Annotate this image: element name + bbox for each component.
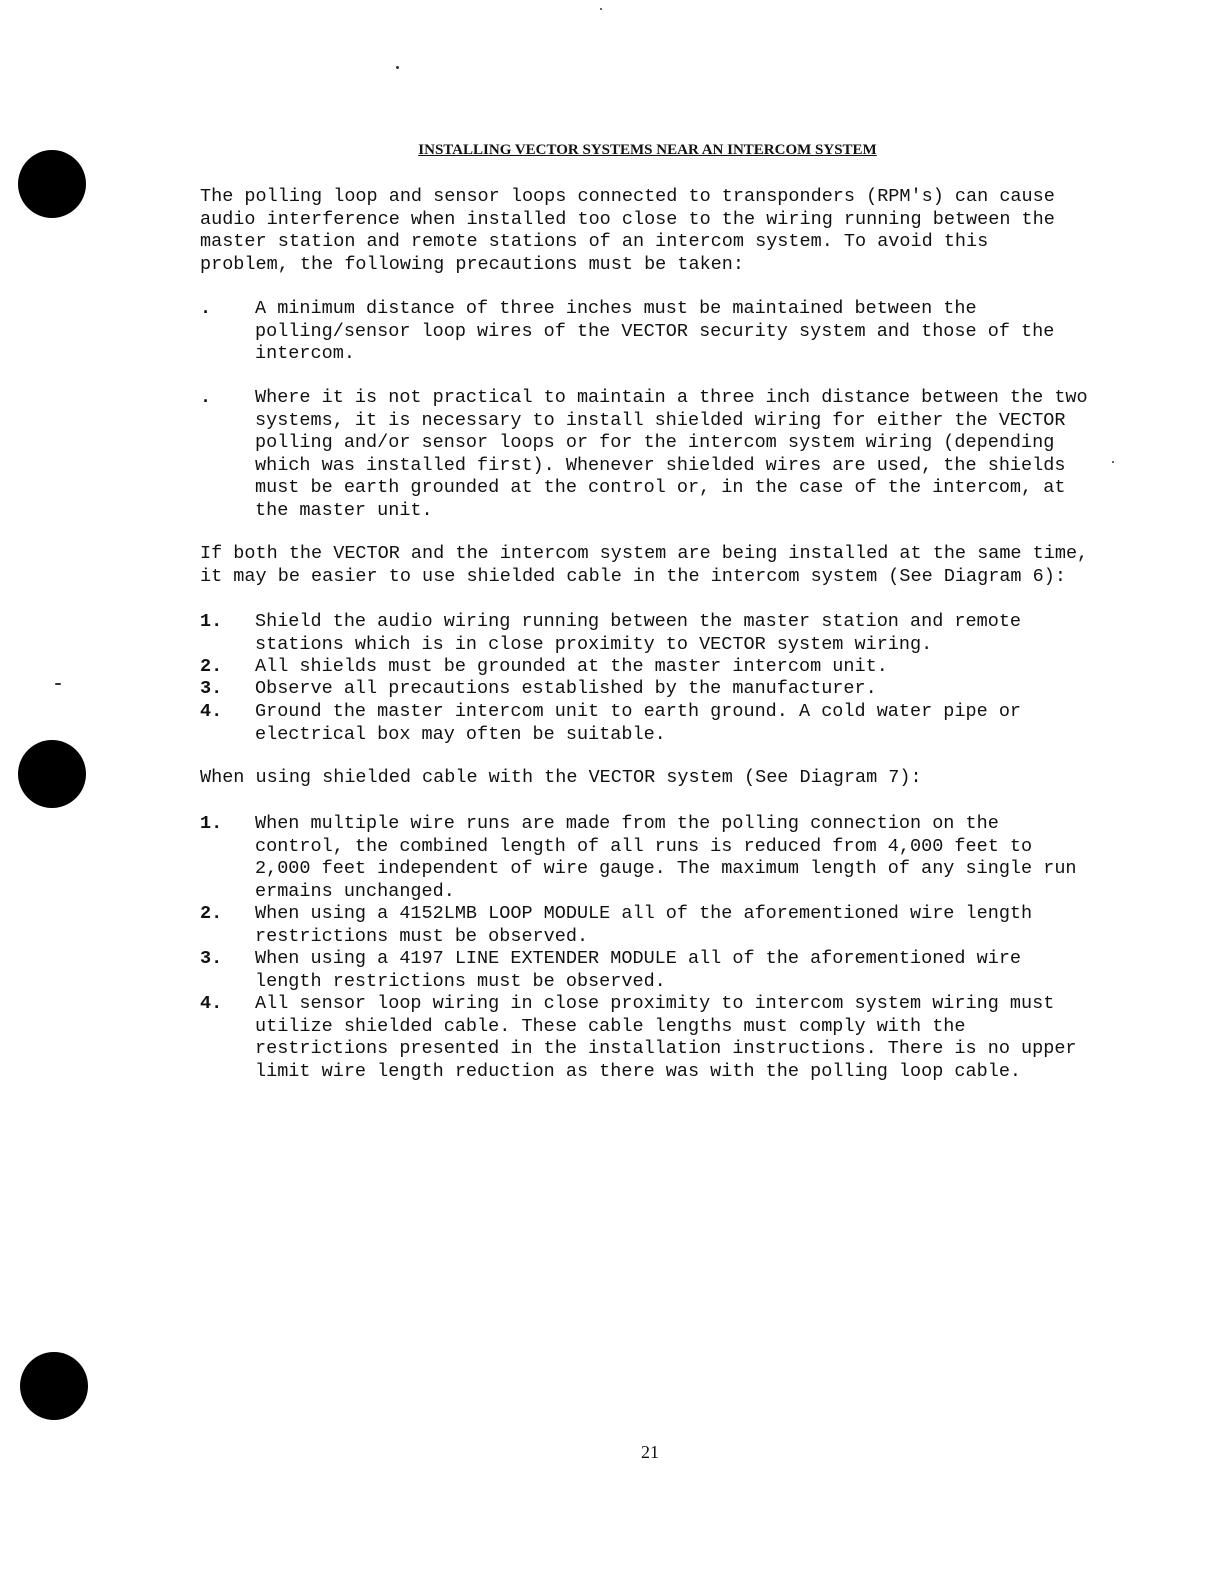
item-number: 4. (200, 993, 223, 1014)
item-line: When multiple wire runs are made from the polling connection on the (255, 813, 999, 834)
bullet-marker: . (200, 298, 212, 319)
item-text (255, 813, 1095, 903)
page-number: 21 (641, 1442, 659, 1462)
bullet-marker: . (200, 387, 212, 408)
item-text (255, 611, 1095, 656)
item-line: length restrictions must be observed. (255, 970, 666, 992)
item-text (255, 656, 1095, 679)
section-title: INSTALLING VECTOR SYSTEMS NEAR AN INTERCOM SYSTEM (418, 142, 877, 158)
intercom-install-paragraph (200, 543, 1095, 588)
paragraph-line: master station and remote stations of an intercom system. To avoid this (200, 231, 989, 252)
item-text (255, 903, 1095, 948)
item-line: must be earth grounded at the control or, in the case of the intercom, at (255, 477, 1066, 498)
bullet-text (255, 387, 1095, 522)
item-line: polling/sensor loop wires of the VECTOR security system and those of the (255, 320, 1055, 342)
paragraph-line: When using shielded cable with the VECTOR system (See Diagram 7): (200, 767, 922, 788)
item-line: stations which is in close proximity to VECTOR system wiring. (255, 633, 933, 655)
item-line: ermains unchanged. (255, 880, 455, 902)
item-line: Where it is not practical to maintain a three inch distance between the two (255, 387, 1088, 408)
item-line: restrictions presented in the installation instructions. There is no upper (255, 1038, 1077, 1059)
punch-hole (18, 150, 86, 218)
paragraph-line: problem, the following precautions must be taken: (200, 253, 744, 275)
item-line: the master unit. (255, 499, 433, 521)
shielded-cable-paragraph (200, 767, 1095, 790)
item-line: restrictions must be observed. (255, 925, 589, 947)
item-line: limit wire length reduction as there was with the polling loop cable. (255, 1060, 1022, 1082)
item-number: 4. (200, 701, 223, 722)
scan-speck (600, 8, 602, 10)
scan-speck (55, 683, 61, 685)
item-line: All shields must be grounded at the master intercom unit. (255, 656, 888, 677)
item-line: All sensor loop wiring in close proximity to intercom system wiring must (255, 993, 1055, 1014)
item-line: electrical box may often be suitable. (255, 723, 666, 745)
item-line: systems, it is necessary to install shielded wiring for either the VECTOR (255, 409, 1066, 431)
punch-hole (18, 740, 86, 808)
paragraph-line: it may be easier to use shielded cable in the intercom system (See Diagram 6): (200, 565, 1066, 587)
paragraph-line: The polling loop and sensor loops connected to transponders (RPM's) can cause (200, 186, 1055, 207)
item-line: control, the combined length of all runs is reduced from 4,000 feet to (255, 835, 1033, 857)
item-line: 2,000 feet independent of wire gauge. The maximum length of any single run (255, 858, 1077, 879)
item-line: A minimum distance of three inches must be maintained between the (255, 298, 977, 319)
item-line: When using a 4152LMB LOOP MODULE all of the aforementioned wire length (255, 903, 1033, 924)
bullet-text (255, 298, 1095, 366)
item-text (255, 701, 1095, 746)
item-number: 3. (200, 678, 223, 699)
item-line: utilize shielded cable. These cable lengths must comply with the (255, 1015, 966, 1037)
paragraph-line: audio interference when installed too close to the wiring running between the (200, 208, 1055, 230)
paragraph-line: If both the VECTOR and the intercom system are being installed at the same time, (200, 543, 1089, 564)
intro-paragraph (200, 186, 1095, 276)
item-line: which was installed first). Whenever shielded wires are used, the shields (255, 454, 1066, 476)
item-line: Observe all precautions established by the manufacturer. (255, 678, 877, 699)
punch-hole (20, 1352, 88, 1420)
item-line: intercom. (255, 343, 355, 364)
scan-speck (396, 66, 399, 69)
scan-speck (1112, 461, 1114, 463)
item-number: 1. (200, 611, 223, 632)
item-number: 2. (200, 903, 223, 924)
item-text (255, 948, 1095, 993)
item-line: polling and/or sensor loops or for the intercom system wiring (depending (255, 432, 1055, 453)
item-number: 2. (200, 656, 223, 677)
item-text (255, 678, 1095, 701)
item-line: Shield the audio wiring running between the master station and remote (255, 611, 1022, 632)
item-line: When using a 4197 LINE EXTENDER MODULE all of the aforementioned wire (255, 948, 1022, 969)
item-text (255, 993, 1095, 1083)
item-number: 3. (200, 948, 223, 969)
item-line: Ground the master intercom unit to earth ground. A cold water pipe or (255, 701, 1022, 722)
item-number: 1. (200, 813, 223, 834)
